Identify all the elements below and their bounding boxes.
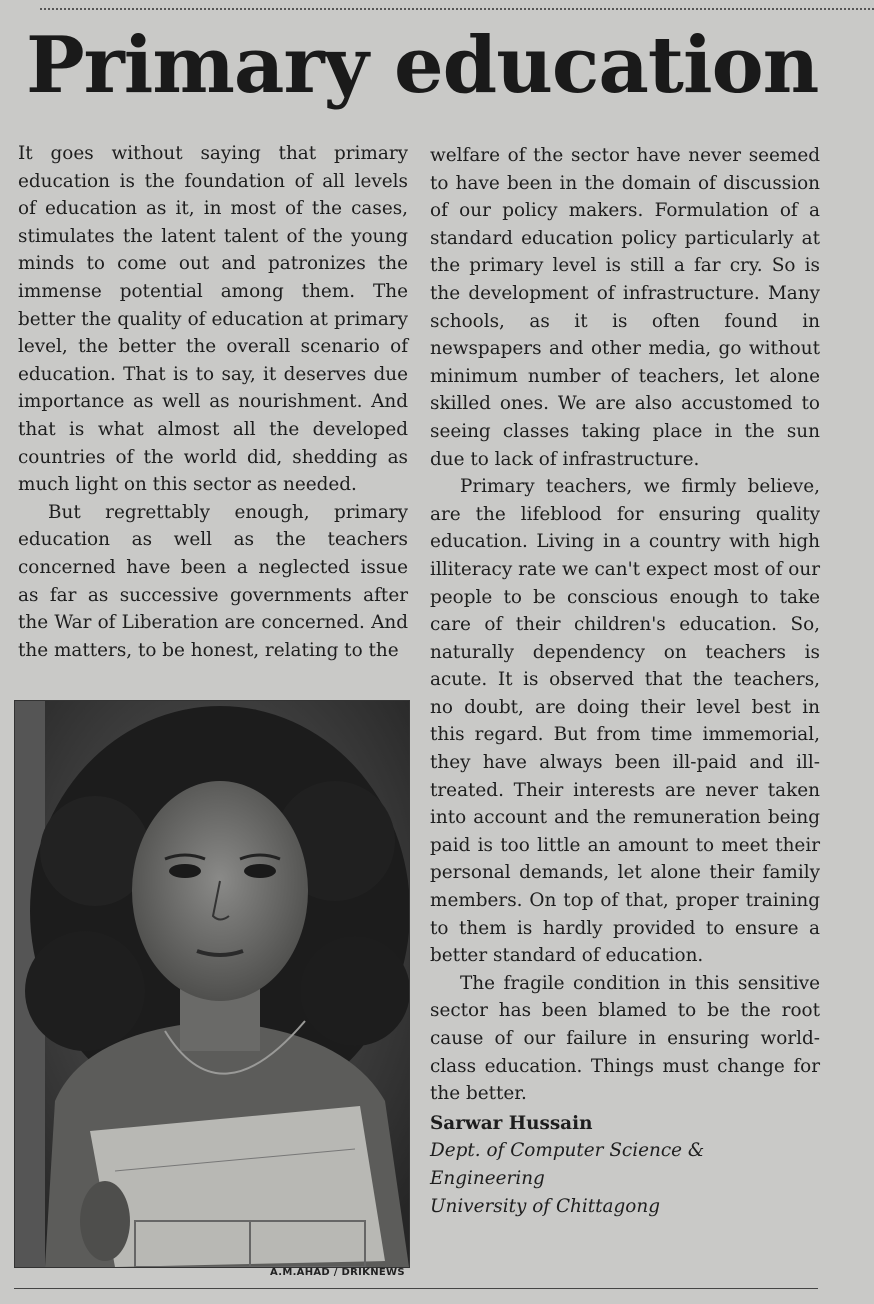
author-department-line1: Dept. of Computer Science & (430, 1140, 705, 1162)
article-column-left (18, 140, 408, 664)
article-paragraph: The fragile condition in this sensitive sector has been blamed to be the root cause of our failure in ensuring world-class education. Things must change for the better. (430, 972, 820, 1105)
author-department-line2: Engineering (430, 1167, 545, 1189)
article-paragraph: But regrettably enough, primary education as well as the teachers concerned have been a neglected issue as far as successive governments after the War of Liberation are concerned. And the matters, to be honest, relating to the (18, 501, 408, 661)
bottom-rule (14, 1288, 818, 1289)
author-university: University of Chittagong (430, 1195, 660, 1217)
photo-girl-holding-book (15, 701, 409, 1267)
article-paragraph: Primary teachers, we firmly believe, are the lifeblood for ensuring quality education. Living in a country with high illiteracy rate we can't expect most of our people to be conscious enough to take care of their children's education. So, naturally dependency on teachers is acute. It is observed that the teachers, no doubt, are doing their level best in this regard. But from time immemorial, they have always been ill-paid and ill-treated. Their interests are never taken into account and the remuneration being paid is too little an amount to meet their personal demands, let alone their family members. On top of that, proper training to them is hardly provided to ensure a better standard of education. (430, 476, 820, 967)
article-column-right (430, 142, 820, 1220)
author-name: Sarwar Hussain (430, 1112, 593, 1134)
article-photo (14, 700, 410, 1268)
article-paragraph: welfare of the sector have never seemed to have been in the domain of discussion of our policy makers. Formulation of a standard education policy particularly at the primary level is still a far cry. So is the development of infrastructure. Many schools, as it is often found in newspapers and other media, go without minimum number of teachers, let alone skilled ones. We are also accustomed to seeing classes taking place in the sun due to lack of infrastructure. (430, 145, 820, 470)
article-paragraph: It goes without saying that primary education is the foundation of all levels of education as it, in most of the cases, stimulates the latent talent of the young minds to come out and patronizes the immense potential among them. The better the quality of education at primary level, the better the overall scenario of education. That is to say, it deserves due importance as well as nourishment. And that is what almost all the developed countries of the world did, shedding as much light on this sector as needed. (18, 143, 408, 496)
author-signature (430, 1110, 820, 1220)
top-dotted-rule (40, 8, 874, 10)
article-title: Primary education (26, 20, 819, 111)
photo-credit: A.M.AHAD / DRIKNEWS (270, 1267, 405, 1278)
